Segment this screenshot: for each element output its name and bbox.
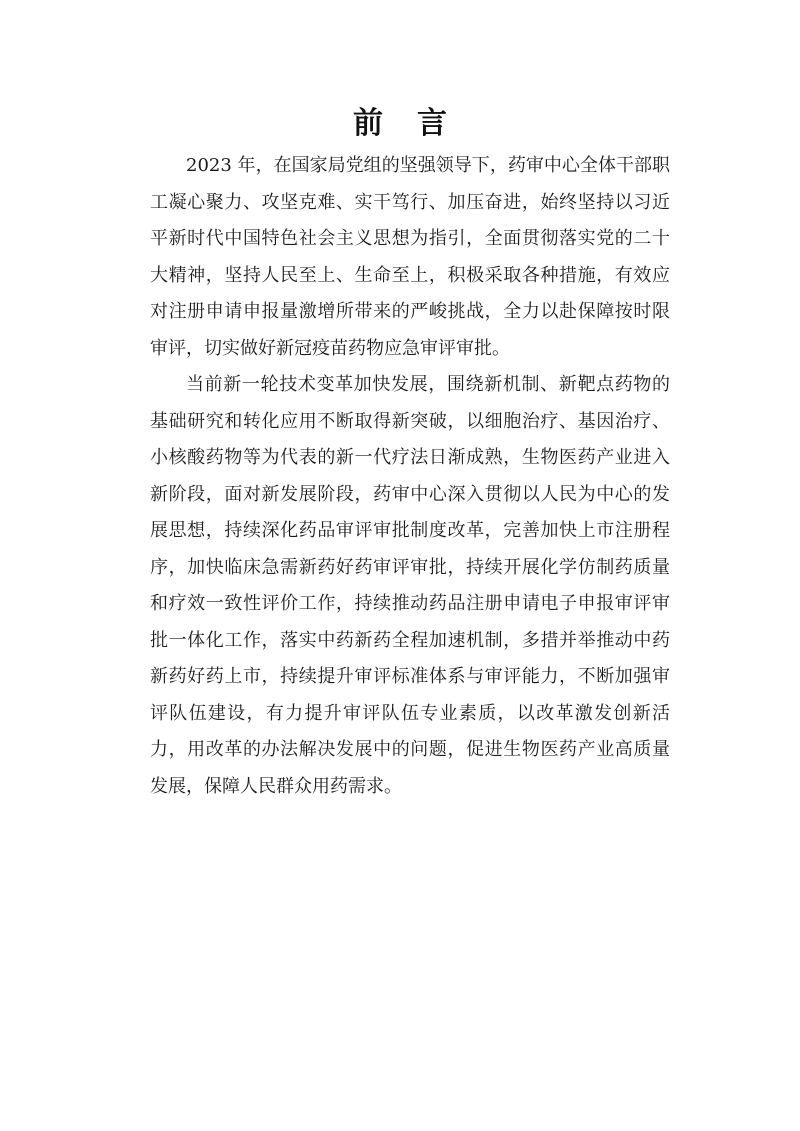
- preface-body: [150, 148, 670, 805]
- page-title: 前言: [353, 106, 481, 141]
- paragraph-2: 当前新一轮技术变革加快发展，围绕新机制、新靶点药物的基础研究和转化应用不断取得新突破，以细胞治疗、基因治疗、小核酸药物等为代表的新一代疗法日渐成熟，生物医药产业进入新阶段，面对新发展阶段，药审中心深入贯彻以人民为中心的发展思想，持续深化药品审评审批制度改革，完善加快上市注册程序，加快临床急需新药好药审评审批，持续开展化学仿制药质量和疗效一致性评价工作，持续推动药品注册申请电子申报审评审批一体化工作，落实中药新药全程加速机制，多措并举推动中药新药好药上市，持续提升审评标准体系与审评能力，不断加强审评队伍建设，有力提升审评队伍专业素质，以改革激发创新活力，用改革的办法解决发展中的问题，促进生物医药产业高质量发展，保障人民群众用药需求。: [150, 374, 670, 797]
- paragraph-1: 2023 年，在国家局党组的坚强领导下，药审中心全体干部职工凝心聚力、攻坚克难、实干笃行、加压奋进，始终坚持以习近平新时代中国特色社会主义思想为指引，全面贯彻落实党的二十大精神，坚持人民至上、生命至上，积极采取各种措施，有效应对注册申请申报量激增所带来的严峻挑战，全力以赴保障按时限审评，切实做好新冠疫苗药物应急审评审批。: [150, 155, 670, 359]
